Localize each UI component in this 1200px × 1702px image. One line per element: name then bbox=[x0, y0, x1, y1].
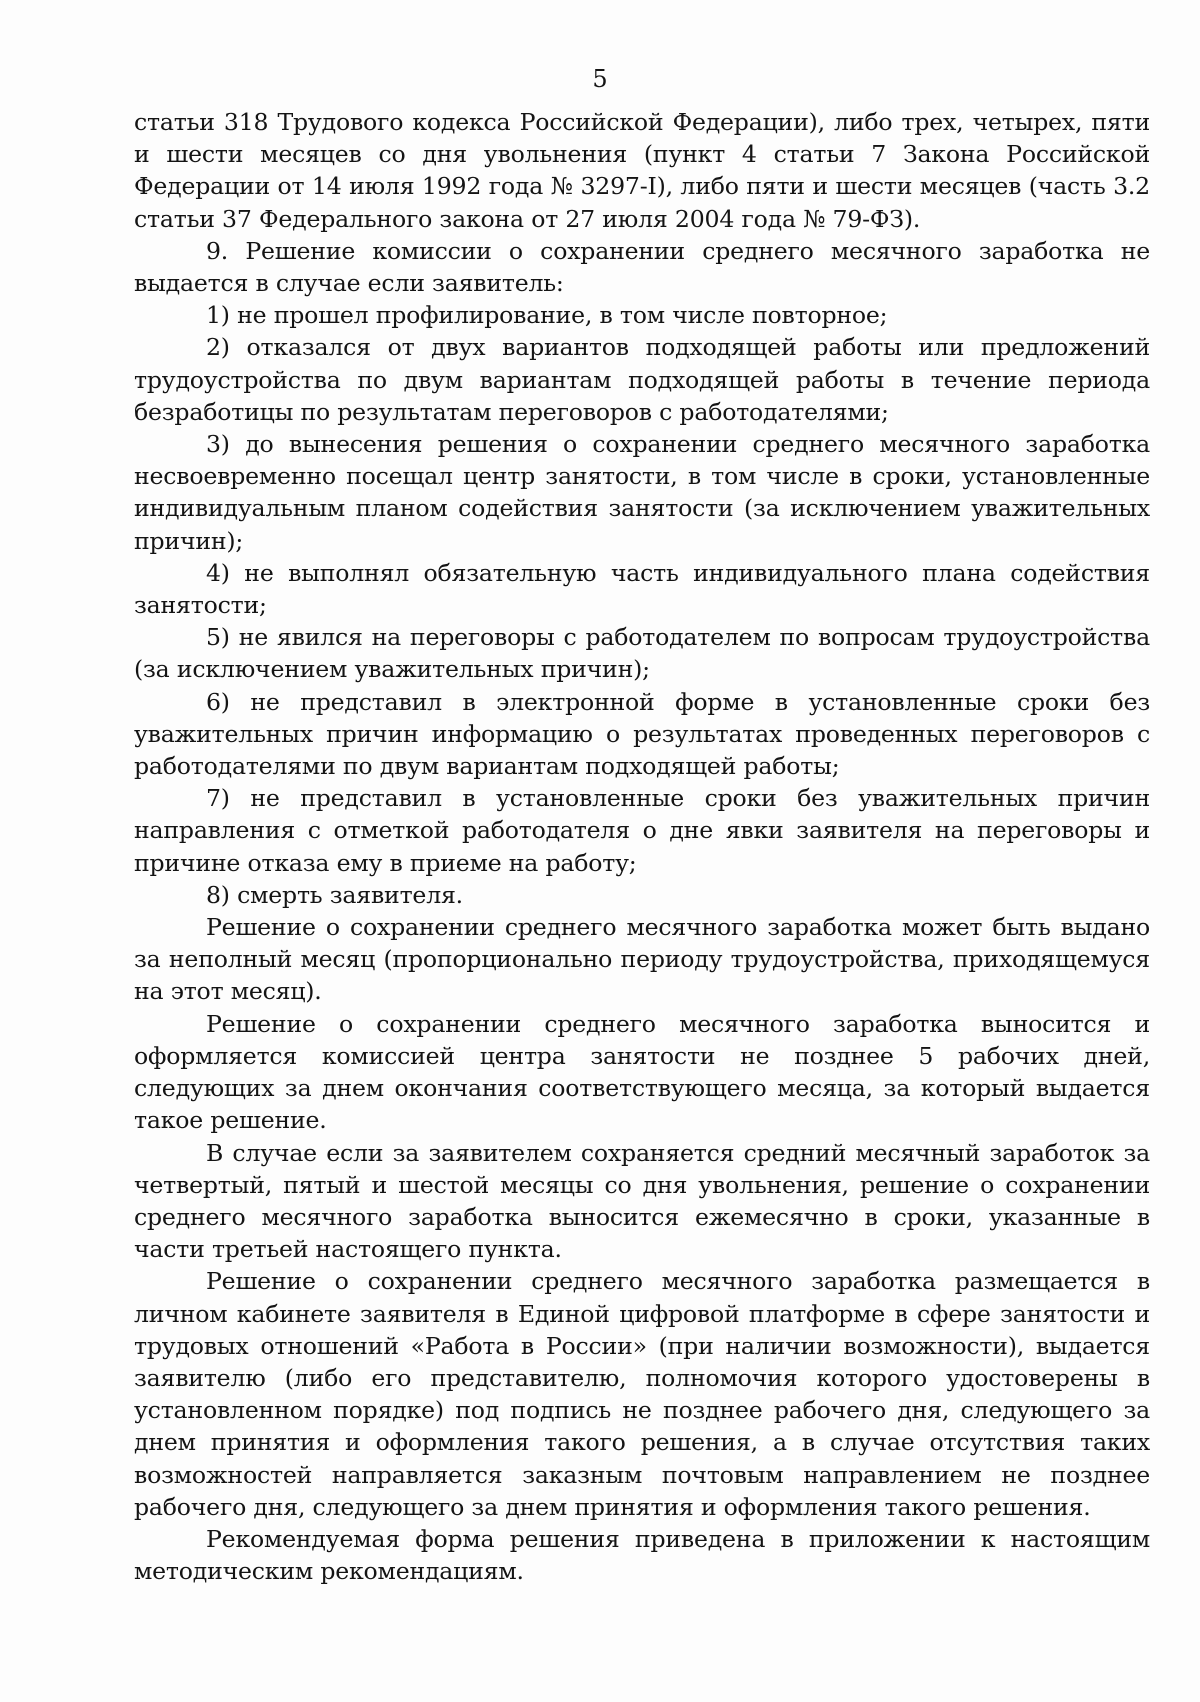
list-item-3: 3) до вынесения решения о сохранении среднего месячного заработка несвоевременно посещал центр занятости, в том числе в сроки, установленные индивидуальным планом содействия занятости (за исключением уважительных причин); bbox=[134, 430, 1150, 555]
list-item-5: 5) не явился на переговоры с работодателем по вопросам трудоустройства (за исключением уважительных причин); bbox=[134, 623, 1150, 684]
paragraph-continuation: статьи 318 Трудового кодекса Российской Федерации), либо трех, четырех, пяти и шести месяцев со дня увольнения (пункт 4 статьи 7 Закона Российской Федерации от 14 июля 1992 года № 3297-I), либо пяти и шести месяцев (часть 3.2 статьи 37 Федерального закона от 27 июля 2004 года № 79-ФЗ). bbox=[134, 108, 1150, 233]
list-item-8: 8) смерть заявителя. bbox=[206, 880, 463, 909]
paragraph-partial-month: Решение о сохранении среднего месячного заработка может быть выдано за неполный месяц (пропорционально периоду трудоустройства, приходящемуся на этот месяц). bbox=[134, 913, 1150, 1006]
paragraph-recommended-form: Рекомендуемая форма решения приведена в приложении к настоящим методическим рекомендациям. bbox=[134, 1524, 1150, 1586]
paragraph-decision-deadline: Решение о сохранении среднего месячного заработка выносится и оформляется комиссией центра занятости не позднее 5 рабочих дней, следующих за днем окончания соответствующего месяца, за который выдается такое решение. bbox=[134, 1009, 1150, 1135]
paragraph-monthly-decision: В случае если за заявителем сохраняется средний месячный заработок за четвертый, пятый и шестой месяцы со дня увольнения, решение о сохранении среднего месячного заработка выносится ежемесячно в сроки, указанные в части третьей настоящего пункта. bbox=[134, 1138, 1150, 1264]
document-body bbox=[134, 106, 1150, 1587]
list-item-7: 7) не представил в установленные сроки без уважительных причин направления с отметкой работодателя о дне явки заявителя на переговоры и причине отказа ему в приеме на работу; bbox=[134, 784, 1150, 877]
list-item-1: 1) не прошел профилирование, в том числе повторное; bbox=[206, 301, 888, 330]
list-item-2: 2) отказался от двух вариантов подходящей работы или предложений трудоустройства по двум вариантам подходящей работы в течение периода безработицы по результатам переговоров с работодателями; bbox=[134, 333, 1150, 426]
page-number: 5 bbox=[592, 65, 608, 93]
list-item-4: 4) не выполнял обязательную часть индивидуального плана содействия занятости; bbox=[134, 558, 1150, 620]
list-item-6: 6) не представил в электронной форме в установленные сроки без уважительных причин информацию о результатах проведенных переговоров с работодателями по двум вариантам подходящей работы; bbox=[134, 687, 1150, 781]
paragraph-decision-delivery: Решение о сохранении среднего месячного заработка размещается в личном кабинете заявителя в Единой цифровой платформе в сфере занятости и трудовых отношений «Работа в России» (при наличии возможности), выдается заявителю (либо его представителю, полномочия которого удостоверены в установленном порядке) под подпись не позднее рабочего дня, следующего за днем принятия и оформления такого решения, а в случае отсутствия таких возможностей направляется заказным почтовым направлением не позднее рабочего дня, следующего за днем принятия и оформления такого решения. bbox=[134, 1267, 1150, 1521]
paragraph-item-9: 9. Решение комиссии о сохранении среднего месячного заработка не выдается в случае если заявитель: bbox=[134, 236, 1150, 298]
